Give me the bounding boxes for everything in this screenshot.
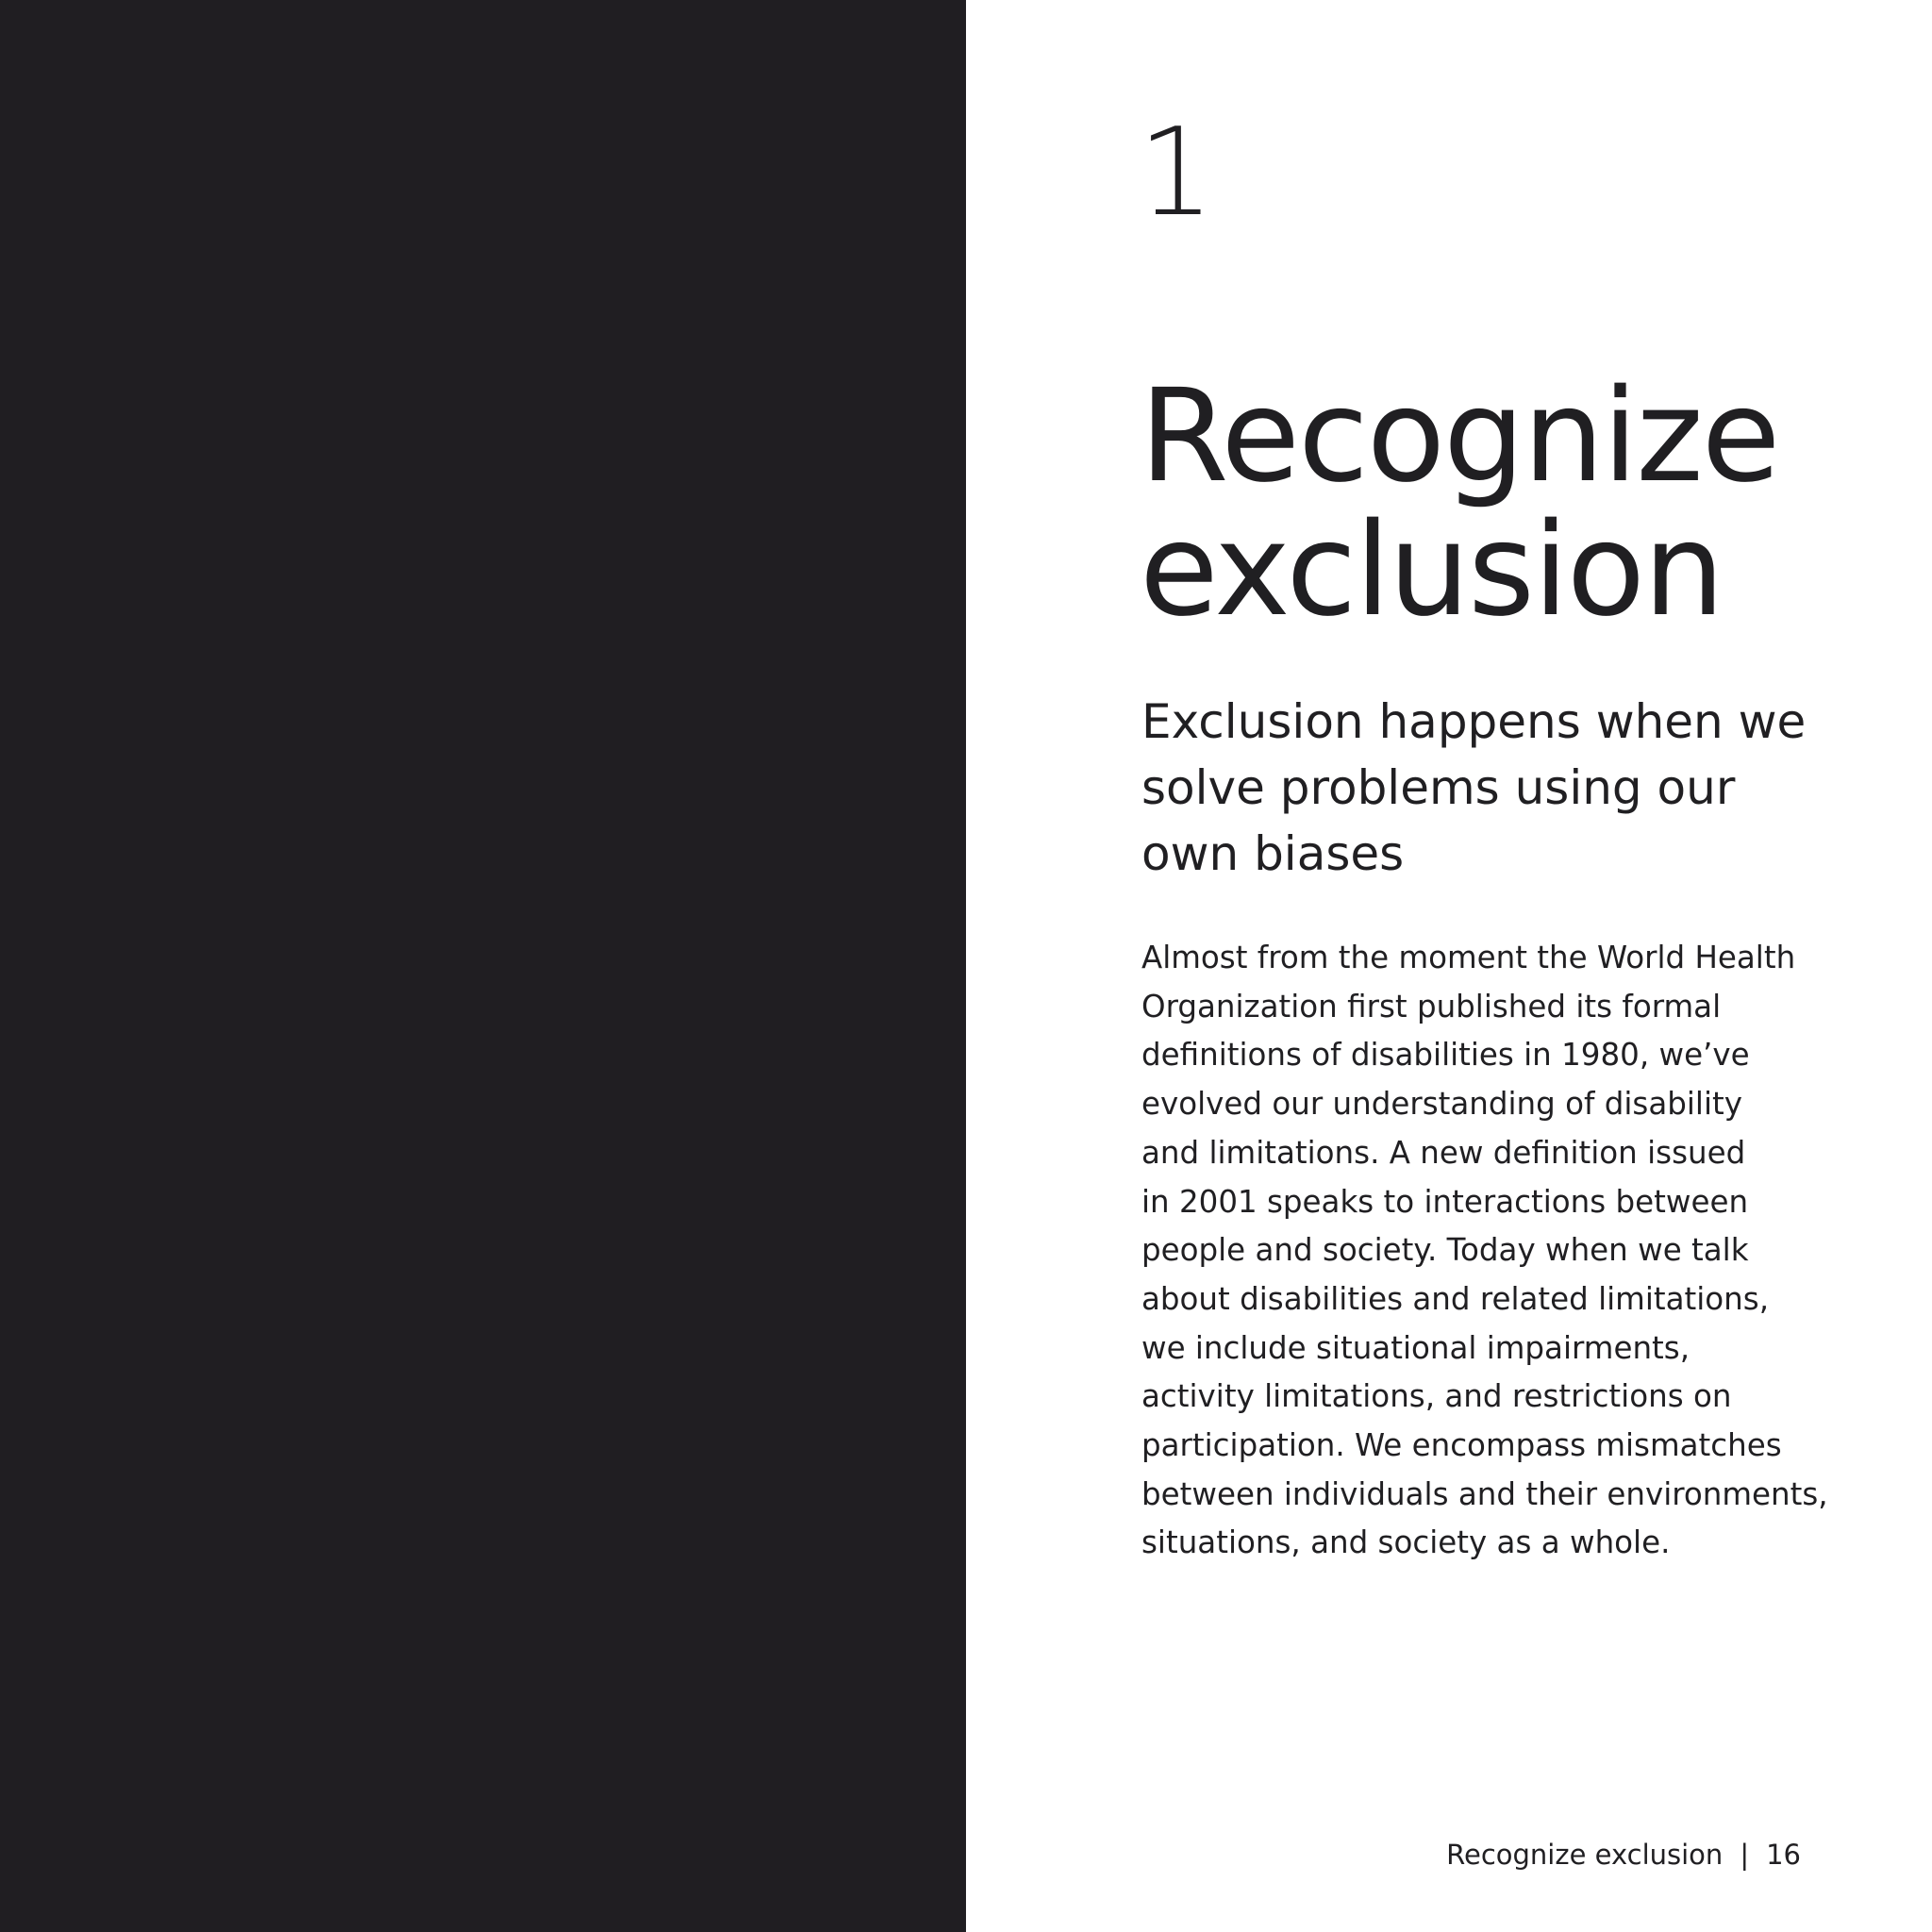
chapter-number: 1	[1138, 103, 1215, 243]
body-line: Almost from the moment the World Health	[1141, 940, 1796, 975]
chapter-title-line: exclusion	[1140, 496, 1724, 645]
page-number: 16	[1766, 1839, 1801, 1871]
subtitle-line: own biases	[1141, 826, 1405, 881]
body-line: we include situational impairments,	[1141, 1329, 1690, 1366]
page-footer	[1446, 1836, 1801, 1874]
subtitle-line: Exclusion happens when we	[1141, 694, 1807, 749]
footer-separator: |	[1740, 1839, 1750, 1871]
chapter-title-line: Recognize	[1140, 362, 1779, 511]
chapter-subtitle	[1141, 689, 1807, 887]
body-line: definitions of disabilities in 1980, we’ve	[1141, 1037, 1750, 1074]
body-line: participation. We encompass mismatches	[1141, 1427, 1782, 1464]
body-line: Organization first published its formal	[1141, 988, 1722, 1024]
body-line: between individuals and their environments,	[1141, 1475, 1828, 1512]
body-line: and limitations. A new definition issued	[1141, 1134, 1746, 1171]
body-line: activity limitations, and restrictions on	[1141, 1378, 1732, 1415]
body-line: situations, and society as a whole.	[1141, 1524, 1671, 1561]
body-paragraph	[1141, 934, 1828, 1568]
subtitle-line: solve problems using our	[1141, 760, 1736, 815]
body-line: about disabilities and related limitations,	[1141, 1280, 1770, 1317]
body-line: people and society. Today when we talk	[1141, 1232, 1749, 1269]
footer-section-title: Recognize exclusion	[1446, 1839, 1724, 1871]
body-line: evolved our understanding of disability	[1141, 1086, 1742, 1123]
chapter-title	[1140, 362, 1819, 645]
body-line: in 2001 speaks to interactions between	[1141, 1183, 1749, 1220]
